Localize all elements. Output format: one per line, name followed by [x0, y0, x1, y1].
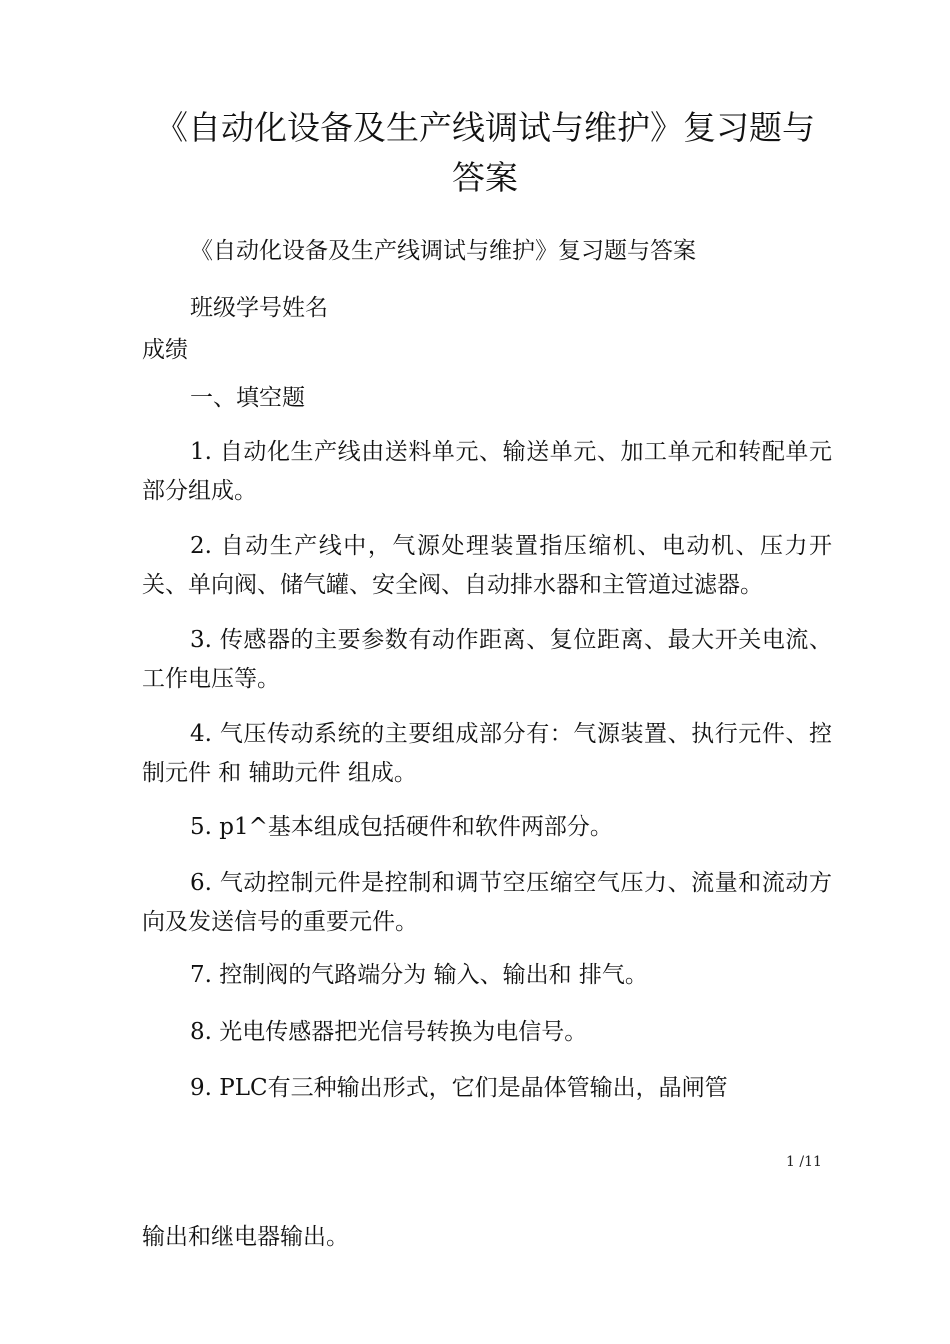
question-item: 3. 传感器的主要参数有动作距离、复位距离、最大开关电流、工作电压等。	[142, 627, 832, 692]
document-title: 《自动化设备及生产线调试与维护》复习题与答案	[155, 108, 815, 197]
continuation-text: 输出和继电器输出。	[142, 1224, 349, 1250]
question-item: 2. 自动生产线中，气源处理装置指压缩机、电动机、压力开关、单向阀、储气罐、安全阀、自动排水器和主管道过滤器。	[142, 533, 832, 598]
question-item: 1. 自动化生产线由送料单元、输送单元、加工单元和转配单元部分组成。	[142, 439, 832, 504]
question-item: 5. p1^基本组成包括硬件和软件两部分。	[190, 814, 613, 840]
question-item: 8. 光电传感器把光信号转换为电信号。	[190, 1019, 588, 1045]
question-item: 4. 气压传动系统的主要组成部分有：气源装置、执行元件、控制元件 和 辅助元件 组成。	[142, 721, 832, 786]
student-info-line: 班级学号姓名	[190, 295, 328, 321]
question-item: 9. PLC有三种输出形式，它们是晶体管输出，晶闸管	[190, 1075, 728, 1101]
question-item: 6. 气动控制元件是控制和调节空压缩空气压力、流量和流动方向及发送信号的重要元件。	[142, 870, 832, 935]
document-subtitle: 《自动化设备及生产线调试与维护》复习题与答案	[190, 238, 696, 264]
grade-label: 成绩	[142, 337, 188, 363]
page-number: 1 /11	[786, 1154, 822, 1170]
section-heading: 一、填空题	[190, 385, 305, 411]
question-item: 7. 控制阀的气路端分为 输入、输出和 排气。	[190, 962, 648, 988]
